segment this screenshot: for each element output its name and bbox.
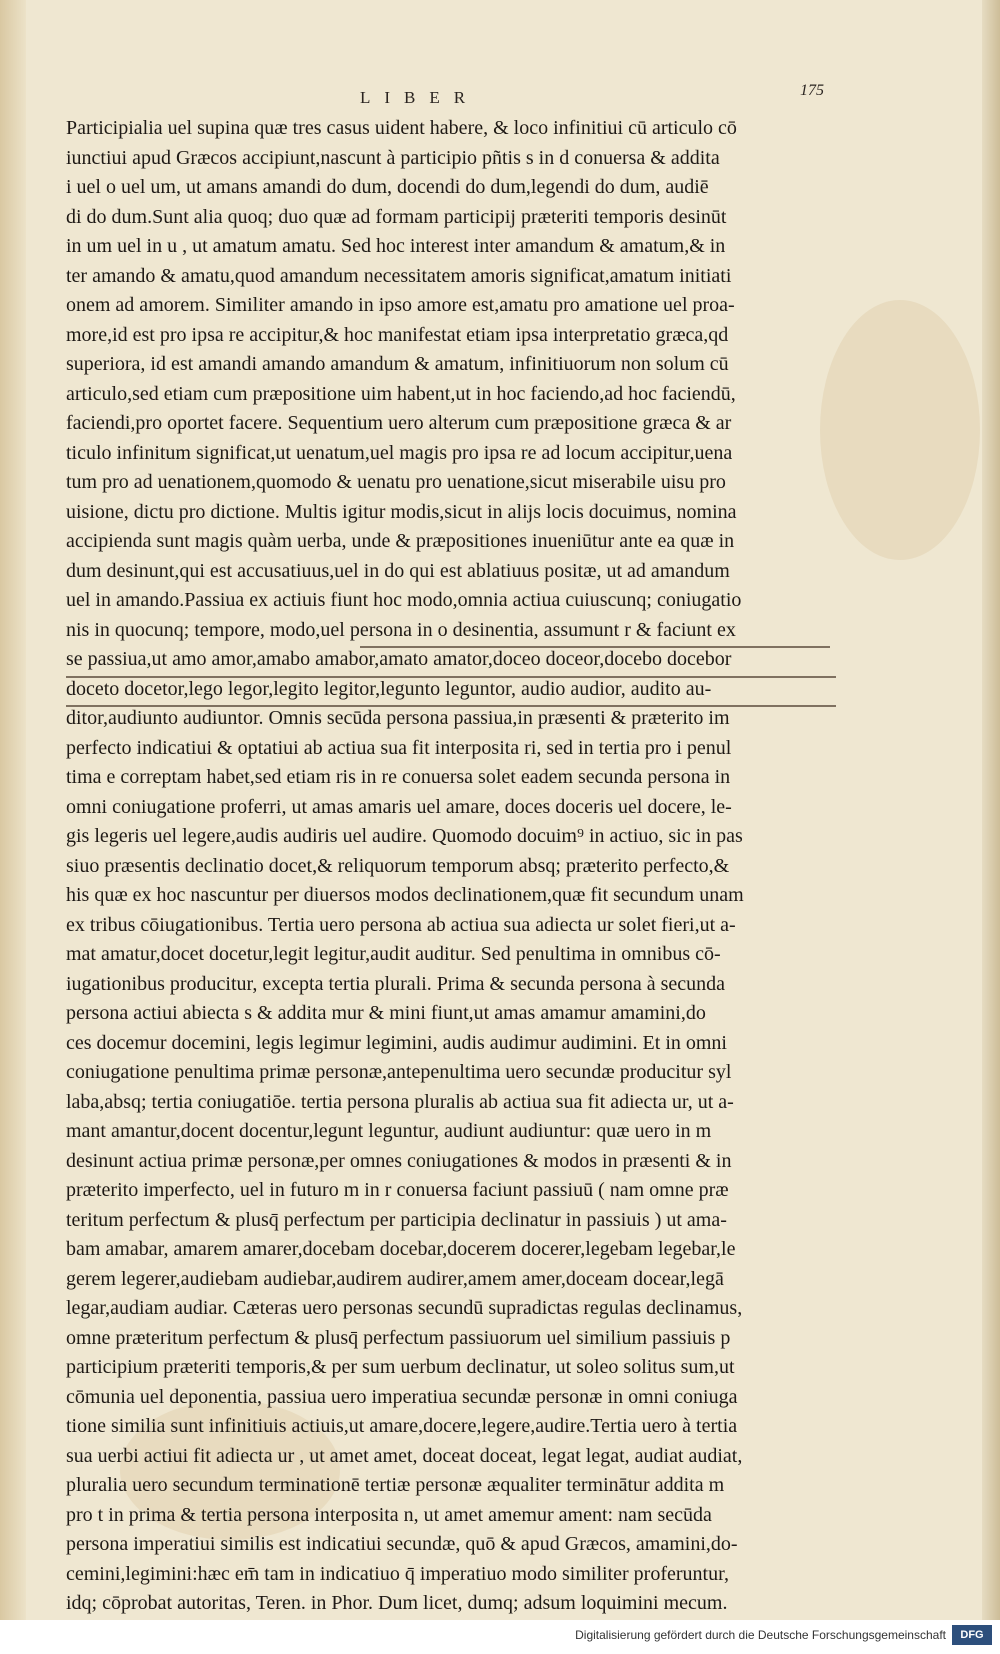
text-line: participium præteriti temporis,& per sum uerbum declinatur, ut soleo solitus sum,ut [66,1356,735,1378]
funding-credit: Digitalisierung gefördert durch die Deutsche Forschungsgemeinschaft [575,1628,946,1642]
text-line: tione similia sunt infinitiuis actiuis,ut amare,docere,legere,audire.Tertia uero à tertia [66,1415,738,1437]
text-line: ticulo infinitum significat,ut uenatum,uel magis pro ipsa re ad locum accipitur,uena [66,441,733,464]
text-line: i uel o uel um, ut amans amandi do dum, docendi do dum,legendi do dum, audiē [66,176,709,198]
text-line: sua uerbi actiui fit adiecta ur , ut amet amet, doceat doceat, legat legat, audiat audiat, [66,1444,743,1467]
text-line: persona actiui abiecta s & addita mur & mini fiunt,ut amas amamur amamini,do [66,1002,706,1024]
text-line: pro t in prima & tertia persona interposita n, ut amet amemur ament: nam secūda [66,1503,712,1526]
body-text [66,114,846,1619]
text-line: laba,absq; tertia coniugatiōe. tertia persona pluralis ab actiua sua fit adiecta ur, ut a- [66,1090,734,1113]
text-line: teritum perfectum & plusq̄ perfectum per participia declinatur in passiuis ) ut ama- [66,1208,727,1231]
text-line: pluralia uero secundum terminationē tertiæ personæ æqualiter terminātur addita m [66,1474,725,1496]
text-line: tum pro ad uenationem,quomodo & uenatu pro uenatione,sicut miserabile uisu pro [66,471,726,493]
text-line: bam amabar, amarem amarer,docebam docebar,docerem docerer,legebam legebar,le [66,1238,736,1260]
page-gutter [0,0,26,1620]
text-line: idq; cōprobat autoritas, Teren. in Phor. Dum licet, dumq; adsum loquimini mecum. [66,1592,728,1614]
text-line: cōmunia uel deponentia, passiua uero imperatiua secundæ personæ in omni coniuga [66,1385,738,1408]
text-line: mat amatur,docet docetur,legit legitur,audit auditur. Sed penultima in omnibus cō- [66,943,721,965]
text-line: persona imperatiui similis est indicatiui secundæ, quō & apud Græcos, amamini,do- [66,1533,738,1555]
text-line: ex tribus cōiugationibus. Tertia uero persona ab actiua sua adiecta ur solet fieri,ut a- [66,913,736,936]
text-line: faciendi,pro oportet facere. Sequentium uero alterum cum præpositione græca & ar [66,412,732,434]
text-line: onem ad amorem. Similiter amando in ipso amore est,amatu pro amatione uel proa- [66,294,735,316]
text-line: se passiua,ut amo amor,amabo amabor,amato amator,doceo doceor,docebo docebor [66,648,732,670]
text-line: uel in amando.Passiua ex actiuis fiunt hoc modo,omnia actiua cuiuscunq; coniugatio [66,589,742,611]
text-line: articulo,sed etiam cum præpositione uim habent,ut in hoc faciendo,ad hoc faciendū, [66,382,736,405]
text-line: omne præteritum perfectum & plusq̄ perfectum passiuorum uel similium passiuis p [66,1326,731,1349]
text-line: desinunt actiua primæ personæ,per omnes coniugationes & modos in præsenti & in [66,1149,732,1172]
text-line: iugationibus producitur, excepta tertia plurali. Prima & secunda persona à secunda [66,972,725,995]
footer-bar [0,1620,1000,1654]
text-line: perfecto indicatiui & optatiui ab actiua sua fit interposita ri, sed in tertia pro i penul [66,736,732,759]
text-line: di do dum.Sunt alia quoq; duo quæ ad formam participij præteriti temporis desinūt [66,205,727,228]
text-line: ditor,audiunto audiuntor. Omnis secūda persona passiua,in præsenti & præterito im [66,707,730,729]
text-line: nis in quocunq; tempore, modo,uel persona in o desinentia, assumunt r & faciunt ex [66,618,736,641]
handwritten-underline [66,705,836,707]
text-line: legar,audiam audiar. Cæteras uero personas secundū supradictas regulas declinamus, [66,1297,743,1319]
text-line: accipienda sunt magis quàm uerba, unde & præpositiones inueniūtur ante ea quæ in [66,530,735,552]
text-line: dum desinunt,qui est accusatiuus,uel in do qui est ablatiuus positæ, ut ad amandum [66,559,730,582]
handwritten-underline [66,676,836,678]
text-line: mant amantur,docent docentur,legunt leguntur, audiunt audiuntur: quæ uero in m [66,1120,712,1142]
text-line: in um uel in u , ut amatum amatu. Sed hoc interest inter amandum & amatum,& in [66,235,726,257]
page-fore-edge [982,0,1000,1620]
text-line: doceto docetor,lego legor,legito legitor,legunto leguntor, audio audior, audito au- [66,677,712,700]
dfg-logo: DFG [952,1625,992,1645]
text-line: ces docemur docemini, legis legimur legimini, audis audimur audimini. Et in omni [66,1031,727,1054]
text-line: tima e correptam habet,sed etiam ris in re conuersa solet eadem secunda persona in [66,766,731,788]
text-line: iunctiui apud Græcos accipiunt,nascunt à participio pñtis s in d conuersa & addita [66,146,720,169]
text-line: gis legeris uel legere,audis audiris uel audire. Quomodo docuim⁹ in actiuo, sic in pas [66,825,743,847]
text-line: gerem legerer,audiebam audiebar,audirem audirer,amem amer,doceam docear,legā [66,1267,724,1290]
text-line: omni coniugatione proferri, ut amas amaris uel amare, doces doceris uel docere, le- [66,795,732,818]
page-header [0,82,1000,114]
running-head: LIBER [360,88,480,107]
text-line: uisione, dictu pro dictione. Multis igitur modis,sicut in alijs locis docuimus, nomina [66,500,737,523]
text-line: Participialia uel supina quæ tres casus uident habere, & loco infinitiui cū articulo cō [66,117,737,139]
text-line: ter amando & amatu,quod amandum necessitatem amoris significat,amatum initiati [66,264,732,287]
handwritten-underline [360,646,830,648]
text-line: more,id est pro ipsa re accipitur,& hoc manifestat etiam ipsa interpretatio græca,qd [66,323,729,346]
text-line: superiora, id est amandi amando amandum & amatum, infinitiuorum non solum cū [66,353,729,375]
text-line: cemini,legimini:hæc em̄ tam in indicatiuo q̄ imperatiuo modo similiter proferuntur, [66,1562,729,1585]
text-line: coniugatione penultima primæ personæ,antepenultima uero secundæ producitur syl [66,1061,732,1083]
text-line: his quæ ex hoc nascuntur per diuersos modos declinationem,quæ fit secundum unam [66,884,744,906]
text-line: præterito imperfecto, uel in futuro m in r conuersa faciunt passiuū ( nam omne præ [66,1179,729,1201]
folio-number: 175 [800,82,824,99]
text-line: siuo præsentis declinatio docet,& reliquorum temporum absq; præterito perfecto,& [66,854,730,877]
